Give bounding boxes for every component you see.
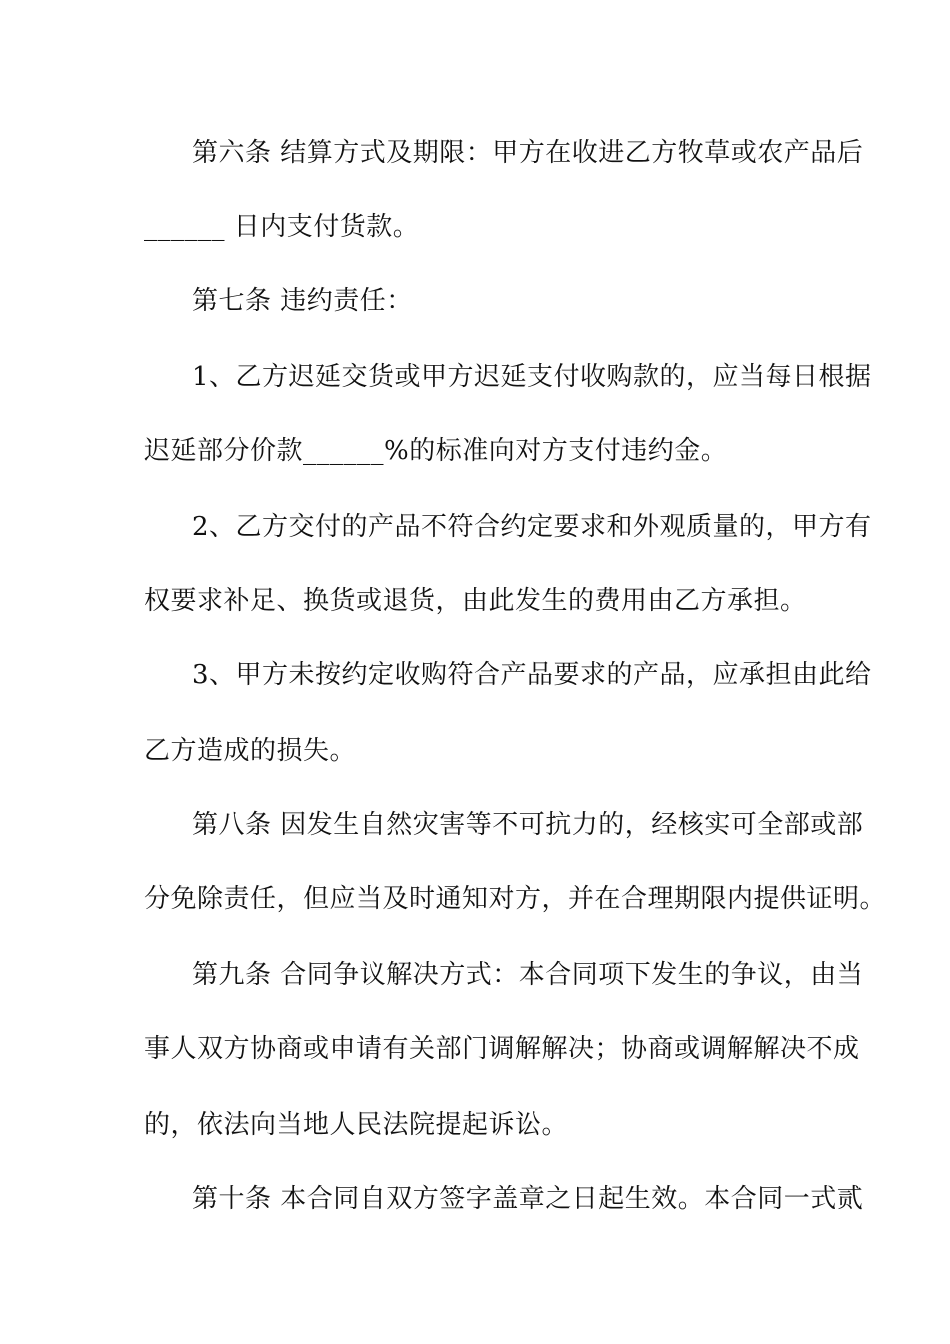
article-6-line-1: 第六条 结算方式及期限：甲方在收进乙方牧草或农产品后 — [192, 138, 864, 168]
article-7-item-3-line-1: 3、甲方未按约定收购符合产品要求的产品，应承担由此给 — [192, 660, 872, 690]
article-7-item-3-line-2: 乙方造成的损失。 — [144, 736, 357, 766]
article-7-item-1-line-1: 1、乙方迟延交货或甲方迟延支付收购款的，应当每日根据 — [192, 362, 872, 392]
article-10-line-1: 第十条 本合同自双方签字盖章之日起生效。本合同一式贰 — [192, 1184, 864, 1214]
article-7-item-1-line-2: 迟延部分价款______%的标准向对方支付违约金。 — [144, 436, 728, 466]
article-8-line-1: 第八条 因发生自然灾害等不可抗力的，经核实可全部或部 — [192, 810, 864, 840]
article-7-heading: 第七条 违约责任： — [192, 286, 413, 316]
article-7-item-2-line-1: 2、乙方交付的产品不符合约定要求和外观质量的，甲方有 — [192, 512, 872, 542]
article-9-line-3: 的，依法向当地人民法院提起诉讼。 — [144, 1110, 569, 1140]
article-9-line-2: 事人双方协商或申请有关部门调解解决；协商或调解解决不成 — [144, 1034, 860, 1064]
article-9-line-1: 第九条 合同争议解决方式：本合同项下发生的争议，由当 — [192, 960, 864, 990]
article-6-line-2: ______ 日内支付货款。 — [144, 212, 420, 242]
article-8-line-2: 分免除责任，但应当及时通知对方，并在合理期限内提供证明。 — [144, 884, 887, 914]
article-7-item-2-line-2: 权要求补足、换货或退货，由此发生的费用由乙方承担。 — [144, 586, 807, 616]
